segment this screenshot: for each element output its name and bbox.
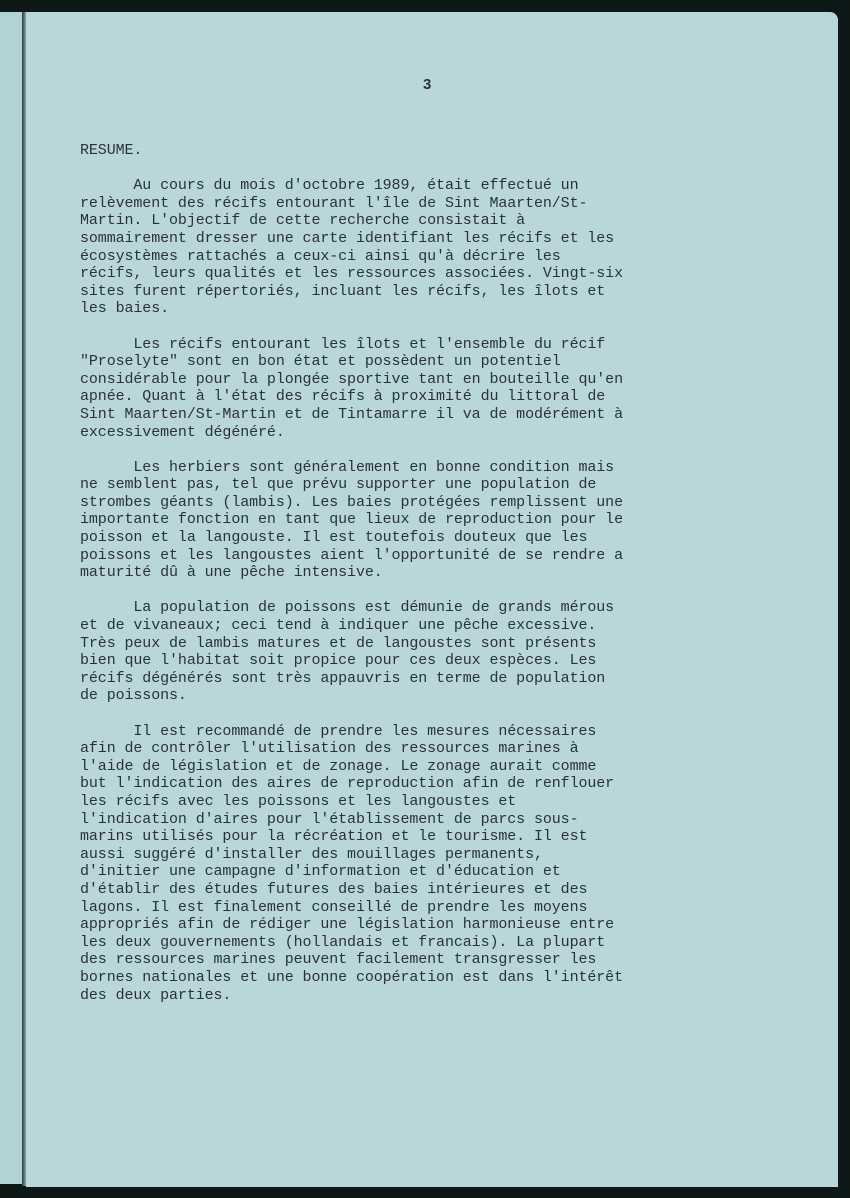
paragraph-5 bbox=[80, 723, 770, 1005]
text-line: "Proselyte" sont en bon état et possèdent un potentiel bbox=[80, 353, 561, 371]
text-line: Sint Maarten/St-Martin et de Tintamarre il va de modérément à bbox=[80, 405, 623, 423]
text-line: Il est recommandé de prendre les mesures nécessaires bbox=[80, 722, 597, 740]
paragraph-3 bbox=[80, 459, 770, 582]
text-line: excessivement dégénéré. bbox=[80, 423, 285, 441]
text-line: d'initier une campagne d'information et d'éducation et bbox=[80, 863, 561, 881]
text-line: poissons et les langoustes aient l'opportunité de se rendre a bbox=[80, 546, 623, 564]
text-line: strombes géants (lambis). Les baies protégées remplissent une bbox=[80, 493, 623, 511]
text-line: but l'indication des aires de reproduction afin de renflouer bbox=[80, 775, 615, 793]
text-line: apnée. Quant à l'état des récifs à proximité du littoral de bbox=[80, 388, 606, 406]
text-line: La population de poissons est démunie de grands mérous bbox=[80, 599, 615, 617]
text-line: Au cours du mois d'octobre 1989, était effectué un bbox=[80, 177, 579, 195]
previous-page-edge bbox=[0, 12, 24, 1184]
text-line: récifs dégénérés sont très appauvris en terme de population bbox=[80, 669, 606, 687]
document-page bbox=[26, 12, 838, 1187]
text-line: aussi suggéré d'installer des mouillages permanents, bbox=[80, 845, 543, 863]
text-line: marins utilisés pour la récréation et le tourisme. Il est bbox=[80, 828, 588, 846]
text-line: écosystèmes rattachés a ceux-ci ainsi qu'à décrire les bbox=[80, 247, 561, 265]
text-line: des ressources marines peuvent facilement transgresser les bbox=[80, 951, 597, 969]
text-line: Très peux de lambis matures et de langoustes sont présents bbox=[80, 634, 597, 652]
text-line: des deux parties. bbox=[80, 986, 232, 1004]
text-line: ne semblent pas, tel que prévu supporter une population de bbox=[80, 476, 597, 494]
text-line: Martin. L'objectif de cette recherche consistait à bbox=[80, 212, 526, 230]
text-line: Les récifs entourant les îlots et l'ensemble du récif bbox=[80, 335, 606, 353]
text-line: l'aide de législation et de zonage. Le zonage aurait comme bbox=[80, 757, 597, 775]
page-number: 3 bbox=[423, 76, 432, 93]
section-heading: RESUME. bbox=[80, 142, 143, 159]
page-content bbox=[80, 142, 770, 1022]
text-line: les récifs avec les poissons et les langoustes et bbox=[80, 792, 517, 810]
paragraph-1 bbox=[80, 177, 770, 318]
text-line: bien que l'habitat soit propice pour ces deux espèces. Les bbox=[80, 652, 597, 670]
text-line: considérable pour la plongée sportive tant en bouteille qu'en bbox=[80, 370, 623, 388]
text-line: d'établir des études futures des baies intérieures et des bbox=[80, 880, 588, 898]
text-line: les deux gouvernements (hollandais et francais). La plupart bbox=[80, 933, 606, 951]
text-line: appropriés afin de rédiger une législation harmonieuse entre bbox=[80, 916, 615, 934]
text-line: lagons. Il est finalement conseillé de prendre les moyens bbox=[80, 898, 588, 916]
text-line: bornes nationales et une bonne coopération est dans l'intérêt bbox=[80, 968, 623, 986]
text-line: Les herbiers sont généralement en bonne condition mais bbox=[80, 458, 615, 476]
text-line: sommairement dresser une carte identifiant les récifs et les bbox=[80, 229, 615, 247]
text-line: l'indication d'aires pour l'établissement de parcs sous- bbox=[80, 810, 579, 828]
text-line: maturité dû à une pêche intensive. bbox=[80, 564, 383, 582]
text-line: de poissons. bbox=[80, 687, 187, 705]
text-line: relèvement des récifs entourant l'île de Sint Maarten/St- bbox=[80, 194, 588, 212]
text-line: récifs, leurs qualités et les ressources associées. Vingt-six bbox=[80, 265, 623, 283]
text-line: les baies. bbox=[80, 300, 170, 318]
paragraph-2 bbox=[80, 336, 770, 442]
text-line: sites furent répertoriés, incluant les récifs, les îlots et bbox=[80, 282, 606, 300]
text-line: importante fonction en tant que lieux de reproduction pour le bbox=[80, 511, 623, 529]
text-line: poisson et la langouste. Il est toutefois douteux que les bbox=[80, 529, 588, 547]
paragraph-4 bbox=[80, 599, 770, 705]
text-line: afin de contrôler l'utilisation des ressources marines à bbox=[80, 740, 579, 758]
text-line: et de vivaneaux; ceci tend à indiquer une pêche excessive. bbox=[80, 617, 597, 635]
